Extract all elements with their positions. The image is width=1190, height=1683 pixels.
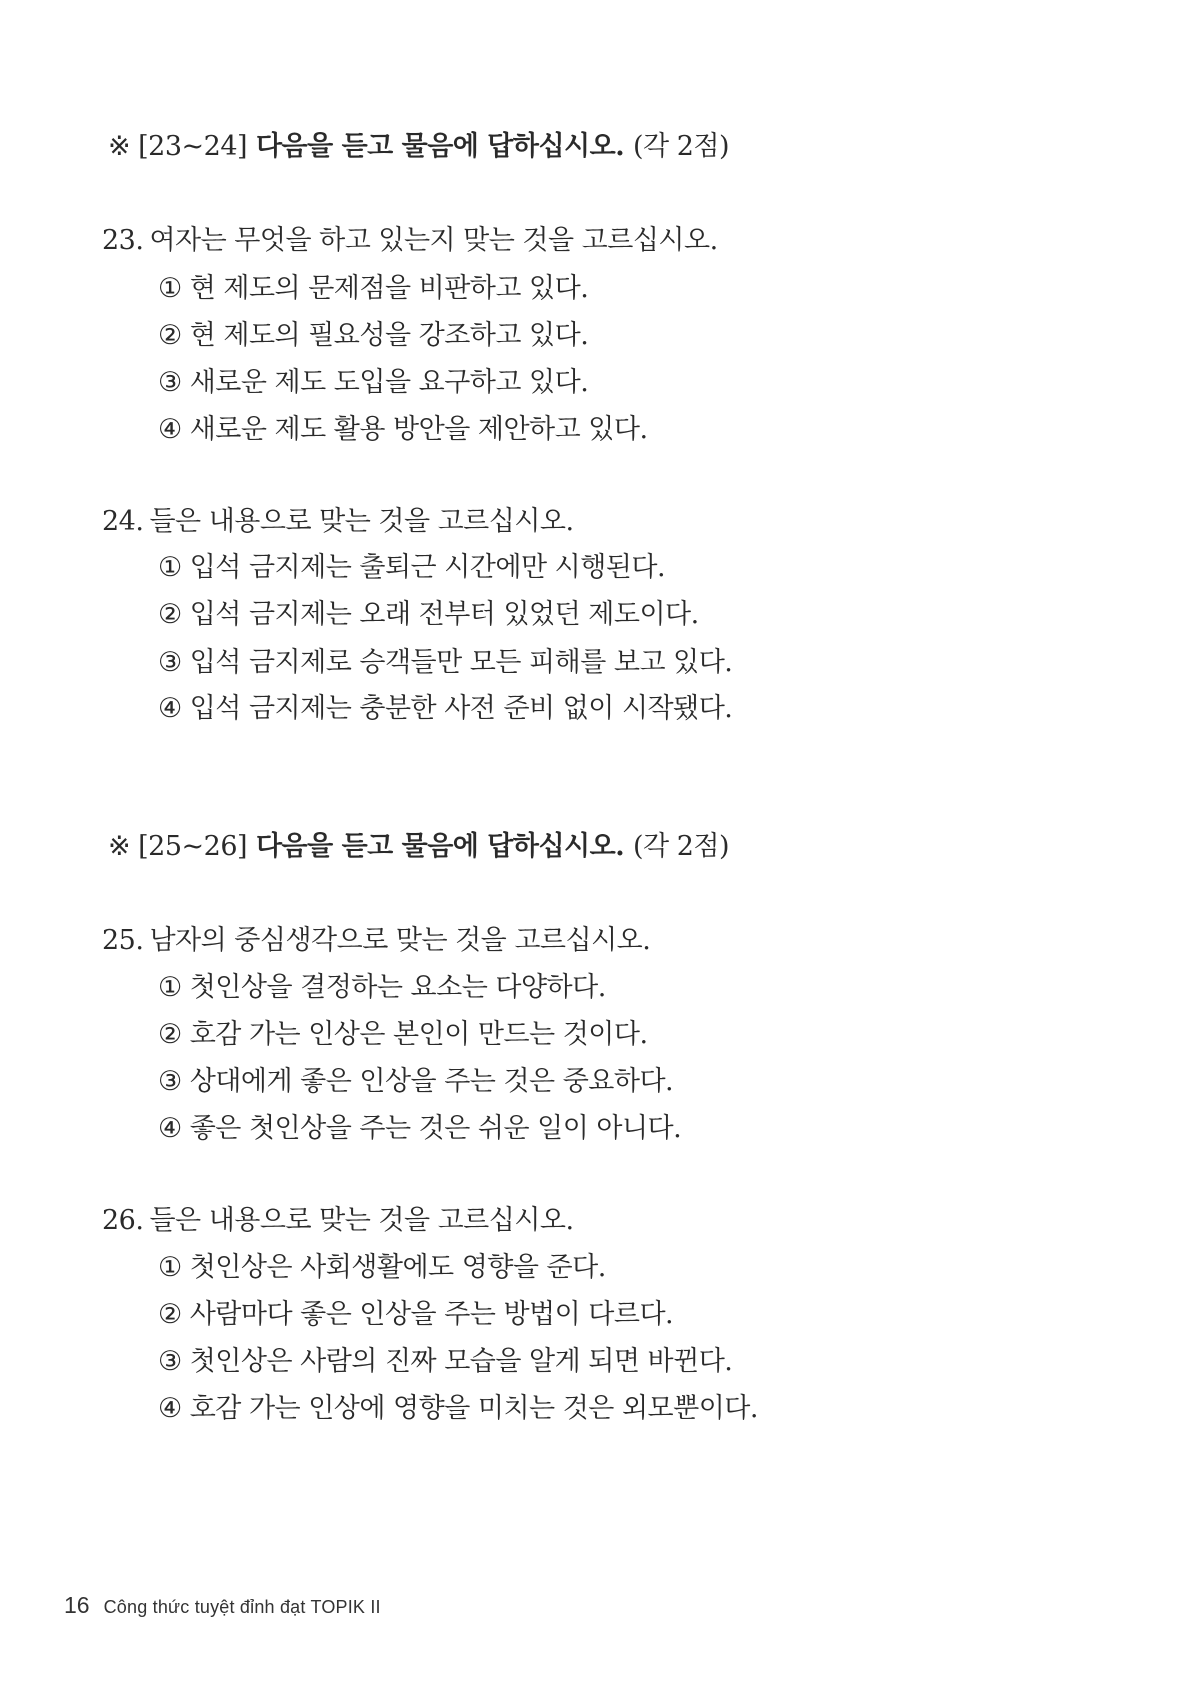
- reference-mark: ※: [108, 831, 131, 862]
- q26-option-2[interactable]: [158, 1292, 673, 1331]
- option-number: ②: [158, 599, 182, 630]
- question-number: 23.: [102, 225, 144, 256]
- option-number: ④: [158, 693, 182, 724]
- q25-option-2[interactable]: [158, 1012, 648, 1051]
- option-text: 첫인상은 사람의 진짜 모습을 알게 되면 바뀐다.: [189, 1346, 733, 1377]
- option-number: ④: [158, 414, 182, 445]
- option-text: 첫인상은 사회생활에도 영향을 준다.: [189, 1252, 606, 1283]
- option-text: 입석 금지제는 출퇴근 시간에만 시행된다.: [189, 552, 666, 583]
- option-text: 현 제도의 필요성을 강조하고 있다.: [189, 320, 589, 351]
- q23-option-3[interactable]: [158, 360, 588, 399]
- option-number: ①: [158, 1252, 182, 1283]
- q26-option-1[interactable]: [158, 1245, 606, 1284]
- option-number: ②: [158, 320, 182, 351]
- section-points: (각 2점): [633, 131, 730, 162]
- q26-option-3[interactable]: [158, 1339, 732, 1378]
- section-instruction: 다음을 듣고 물음에 답하십시오.: [255, 131, 625, 162]
- question-number: 24.: [102, 506, 144, 537]
- question-26: [102, 1198, 574, 1237]
- option-text: 호감 가는 인상에 영향을 미치는 것은 외모뿐이다.: [189, 1393, 758, 1424]
- question-prompt: 들은 내용으로 맞는 것을 고르십시오.: [149, 506, 574, 537]
- question-prompt: 남자의 중심생각으로 맞는 것을 고르십시오.: [149, 925, 651, 956]
- option-text: 새로운 제도 활용 방안을 제안하고 있다.: [189, 414, 648, 445]
- section-header-25-26: [108, 824, 729, 863]
- question-number: 26.: [102, 1205, 144, 1236]
- option-number: ③: [158, 367, 182, 398]
- q24-option-2[interactable]: [158, 592, 699, 631]
- q24-option-3[interactable]: [158, 640, 732, 679]
- section-instruction: 다음을 듣고 물음에 답하십시오.: [255, 831, 625, 862]
- option-number: ③: [158, 647, 182, 678]
- q25-option-1[interactable]: [158, 965, 606, 1004]
- option-text: 입석 금지제는 충분한 사전 준비 없이 시작됐다.: [189, 693, 733, 724]
- question-prompt: 여자는 무엇을 하고 있는지 맞는 것을 고르십시오.: [149, 225, 718, 256]
- question-range: [25~26]: [138, 831, 248, 862]
- q23-option-1[interactable]: [158, 266, 588, 305]
- option-number: ④: [158, 1393, 182, 1424]
- option-text: 호감 가는 인상은 본인이 만드는 것이다.: [189, 1019, 648, 1050]
- page-footer: [64, 1592, 381, 1619]
- q26-option-4[interactable]: [158, 1386, 758, 1425]
- question-24: [102, 499, 574, 538]
- option-number: ①: [158, 972, 182, 1003]
- q24-option-1[interactable]: [158, 545, 665, 584]
- option-number: ②: [158, 1299, 182, 1330]
- question-prompt: 들은 내용으로 맞는 것을 고르십시오.: [149, 1205, 574, 1236]
- option-number: ①: [158, 552, 182, 583]
- section-points: (각 2점): [633, 831, 730, 862]
- q24-option-4[interactable]: [158, 686, 732, 725]
- reference-mark: ※: [108, 131, 131, 162]
- section-header-23-24: [108, 124, 729, 163]
- q23-option-2[interactable]: [158, 313, 588, 352]
- q23-option-4[interactable]: [158, 407, 648, 446]
- option-text: 입석 금지제는 오래 전부터 있었던 제도이다.: [189, 599, 699, 630]
- option-number: ④: [158, 1113, 182, 1144]
- option-number: ②: [158, 1019, 182, 1050]
- option-text: 사람마다 좋은 인상을 주는 방법이 다르다.: [189, 1299, 674, 1330]
- option-text: 상대에게 좋은 인상을 주는 것은 중요하다.: [189, 1066, 674, 1097]
- q25-option-4[interactable]: [158, 1106, 681, 1145]
- q25-option-3[interactable]: [158, 1059, 673, 1098]
- question-23: [102, 218, 718, 257]
- question-number: 25.: [102, 925, 144, 956]
- book-title: Công thức tuyệt đỉnh đạt TOPIK II: [103, 1597, 381, 1617]
- option-number: ①: [158, 273, 182, 304]
- option-text: 좋은 첫인상을 주는 것은 쉬운 일이 아니다.: [189, 1113, 682, 1144]
- option-number: ③: [158, 1346, 182, 1377]
- page-number: 16: [64, 1592, 90, 1618]
- question-range: [23~24]: [138, 131, 248, 162]
- question-25: [102, 918, 650, 957]
- option-text: 현 제도의 문제점을 비판하고 있다.: [189, 273, 589, 304]
- option-number: ③: [158, 1066, 182, 1097]
- option-text: 입석 금지제로 승객들만 모든 피해를 보고 있다.: [189, 647, 733, 678]
- option-text: 첫인상을 결정하는 요소는 다양하다.: [189, 972, 606, 1003]
- option-text: 새로운 제도 도입을 요구하고 있다.: [189, 367, 589, 398]
